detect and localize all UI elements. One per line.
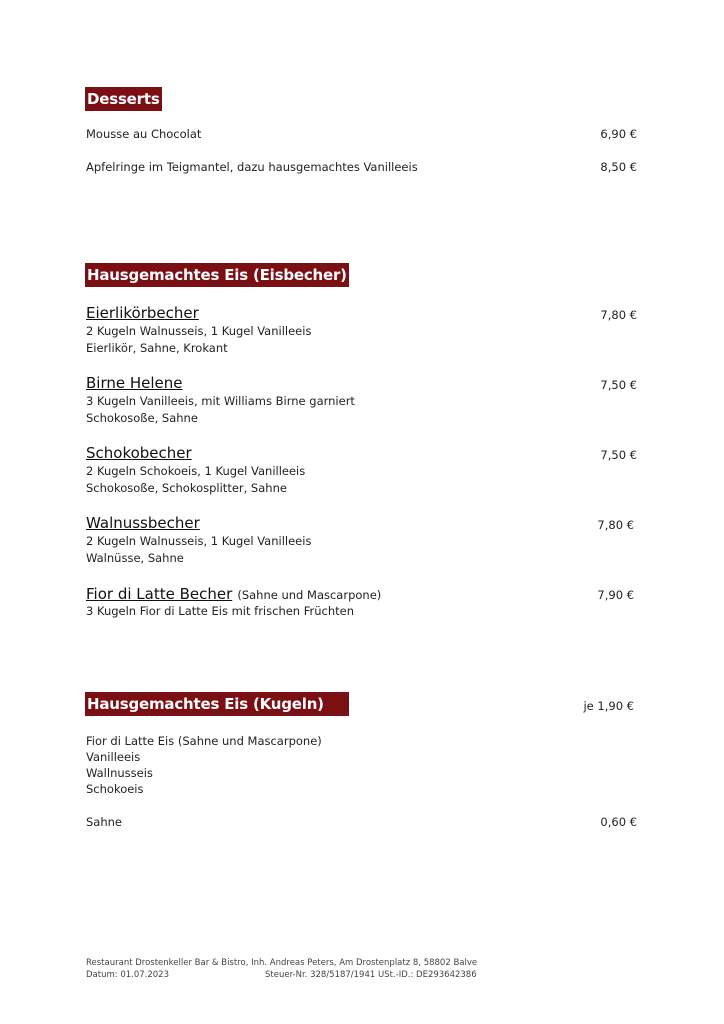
extra-item-price: 0,60 €	[600, 815, 637, 829]
kugeln-heading: Hausgemachtes Eis (Kugeln)	[85, 692, 349, 716]
sundae-price: 7,50 €	[600, 378, 637, 392]
sundae-price: 7,90 €	[597, 588, 634, 602]
flavor-item: Schokoeis	[86, 782, 144, 796]
flavor-item: Wallnusseis	[86, 766, 153, 780]
dessert-item-name: Mousse au Chocolat	[86, 127, 202, 141]
extra-item-name: Sahne	[86, 815, 122, 829]
dessert-item-price: 8,50 €	[600, 160, 637, 174]
sundae-price: 7,50 €	[600, 448, 637, 462]
footer-date: Datum: 01.07.2023	[86, 970, 169, 980]
sundae-description: 2 Kugeln Walnusseis, 1 Kugel Vanilleeis	[86, 324, 312, 338]
sundae-description: 3 Kugeln Vanilleeis, mit Williams Birne garniert	[86, 394, 355, 408]
sundae-name: Eierlikörbecher	[86, 304, 199, 322]
dessert-item-price: 6,90 €	[600, 127, 637, 141]
footer-tax-id: Steuer-Nr. 328/5187/1941 USt.-ID.: DE293642386	[265, 970, 477, 980]
sundae-price: 7,80 €	[600, 308, 637, 322]
flavor-item: Fior di Latte Eis (Sahne und Mascarpone)	[86, 734, 322, 748]
sundae-description: Eierlikör, Sahne, Krokant	[86, 341, 228, 355]
sundae-name: Fior di Latte Becher	[86, 585, 233, 603]
kugeln-price: je 1,90 €	[583, 699, 634, 713]
footer-address: Restaurant Drostenkeller Bar & Bistro, Inh. Andreas Peters, Am Drostenplatz 8, 58802 Balve	[86, 958, 478, 968]
sundae-name: Birne Helene	[86, 374, 183, 392]
sundae-price: 7,80 €	[597, 518, 634, 532]
dessert-item-name: Apfelringe im Teigmantel, dazu hausgemachtes Vanilleeis	[86, 160, 418, 174]
sundae-note: (Sahne und Mascarpone)	[237, 588, 382, 602]
sundae-title-row	[86, 584, 381, 603]
eisbecher-heading: Hausgemachtes Eis (Eisbecher)	[85, 263, 349, 287]
sundae-description: Schokosoße, Sahne	[86, 411, 198, 425]
desserts-heading: Desserts	[85, 87, 162, 111]
sundae-description: 3 Kugeln Fior di Latte Eis mit frischen Früchten	[86, 604, 355, 618]
flavor-item: Vanilleeis	[86, 750, 141, 764]
sundae-description: 2 Kugeln Walnusseis, 1 Kugel Vanilleeis	[86, 534, 312, 548]
sundae-description: 2 Kugeln Schokoeis, 1 Kugel Vanilleeis	[86, 464, 306, 478]
sundae-name: Schokobecher	[86, 444, 192, 462]
sundae-description: Schokosoße, Schokosplitter, Sahne	[86, 481, 287, 495]
sundae-description: Walnüsse, Sahne	[86, 551, 184, 565]
sundae-name: Walnussbecher	[86, 514, 200, 532]
